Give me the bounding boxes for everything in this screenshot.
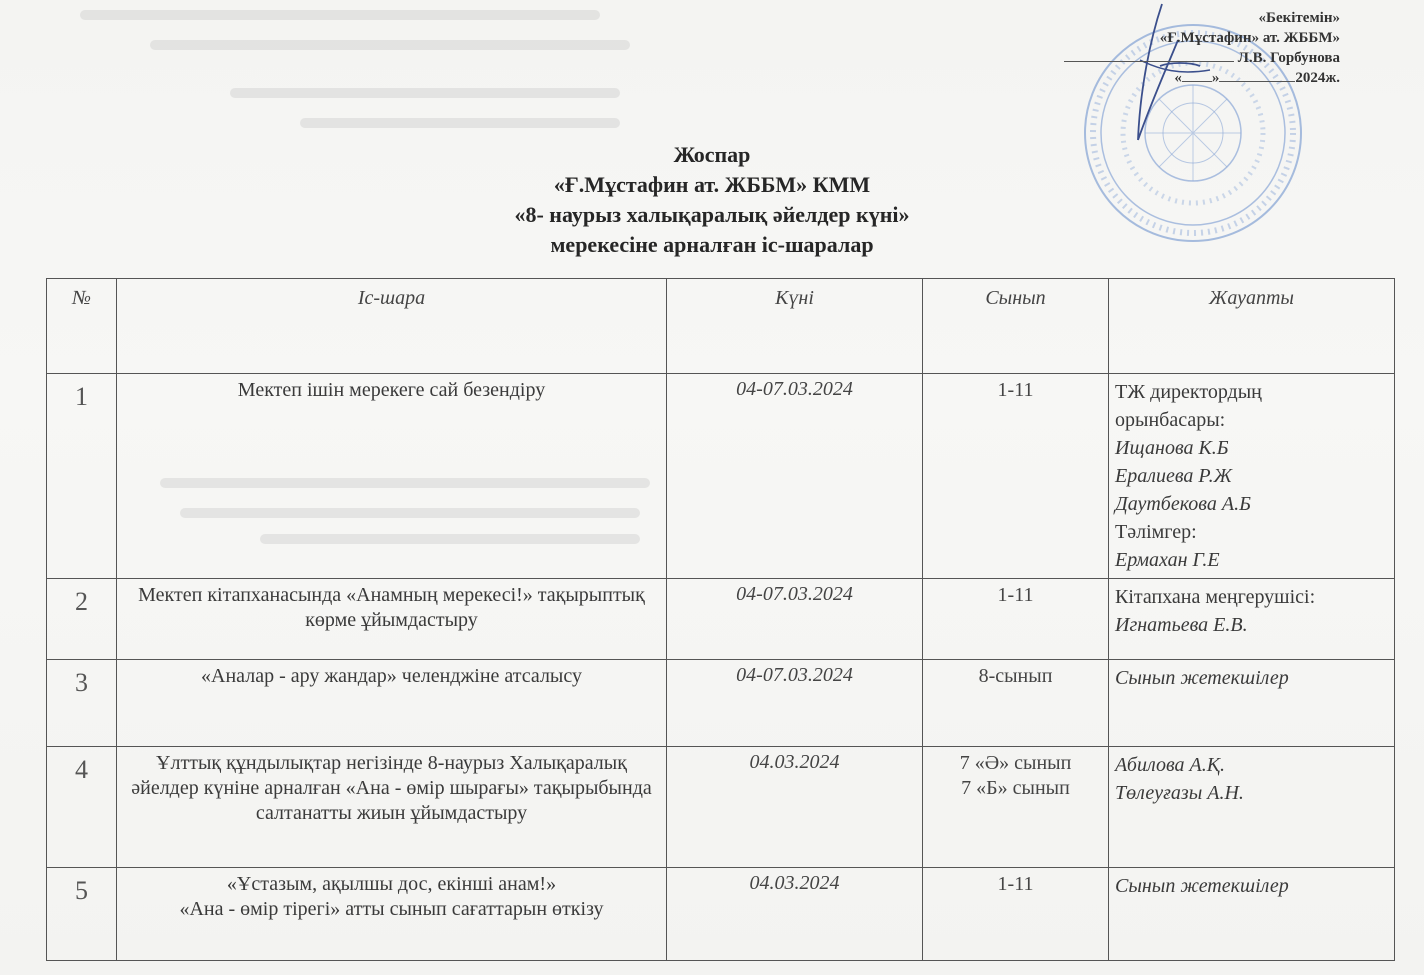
resp-line: Ермахан Г.Е xyxy=(1115,549,1220,571)
activity-line: «Ұстазым, ақылшы дос, екінші анам!» xyxy=(226,873,557,895)
row-date: 04-07.03.2024 xyxy=(667,660,923,747)
resp-line: Абилова А.Қ. xyxy=(1115,754,1225,776)
row-num: 5 xyxy=(47,868,117,961)
row-class: 1-11 xyxy=(923,868,1109,961)
row-responsible xyxy=(1109,579,1395,660)
date-open-quote: « xyxy=(1174,70,1182,86)
table-row xyxy=(47,747,1395,868)
header-num: № xyxy=(47,279,117,374)
page-title xyxy=(0,140,1424,260)
month-blank xyxy=(1219,81,1295,82)
approval-heading: «Бекітемін» xyxy=(1258,10,1340,26)
row-responsible xyxy=(1109,868,1395,961)
resp-line: Тәлімгер: xyxy=(1115,521,1197,543)
row-responsible xyxy=(1109,747,1395,868)
table-row xyxy=(47,660,1395,747)
row-date: 04-07.03.2024 xyxy=(667,374,923,579)
header-responsible: Жауапты xyxy=(1109,279,1395,374)
resp-line: Сынып жетекшілер xyxy=(1115,667,1289,689)
approval-block xyxy=(1064,8,1340,88)
row-num: 3 xyxy=(47,660,117,747)
table-row xyxy=(47,868,1395,961)
row-date: 04.03.2024 xyxy=(667,747,923,868)
director-name: Л.В. Горбунова xyxy=(1237,50,1340,66)
resp-line: Кітапхана меңгерушісі: xyxy=(1115,586,1316,608)
bleed-through xyxy=(230,88,620,98)
row-num: 1 xyxy=(47,374,117,579)
row-responsible xyxy=(1109,374,1395,579)
resp-line: Сынып жетекшілер xyxy=(1115,875,1289,897)
date-close-quote: » xyxy=(1211,70,1220,86)
class-line: 7 «Б» сынып xyxy=(961,777,1070,799)
signature-line xyxy=(1064,61,1234,62)
title-line-4: мерекесіне арналған іс-шаралар xyxy=(550,232,874,257)
row-activity: Мектеп ішін мерекеге сай безендіру xyxy=(117,374,667,579)
row-num: 4 xyxy=(47,747,117,868)
row-date: 04-07.03.2024 xyxy=(667,579,923,660)
title-line-1: Жоспар xyxy=(673,142,751,167)
activity-line: «Ана - өмір тірегі» атты сынып сағаттарын өткізу xyxy=(179,898,604,920)
resp-line: Игнатьева Е.В. xyxy=(1115,614,1248,636)
resp-line: орынбасары: xyxy=(1115,409,1226,431)
table-row xyxy=(47,579,1395,660)
events-table xyxy=(46,278,1395,961)
row-activity xyxy=(117,868,667,961)
row-num: 2 xyxy=(47,579,117,660)
title-line-2: «Ғ.Мұстафин ат. ЖББМ» КММ xyxy=(553,172,871,197)
bleed-through xyxy=(300,118,620,128)
table-header-row xyxy=(47,279,1395,374)
header-date: Күні xyxy=(667,279,923,374)
row-activity: Ұлттық құндылықтар негізінде 8-наурыз Халықаралық әйелдер күніне арналған «Ана - өмір шырағы» тақырыбында салтанатты жиын ұйымдастыру xyxy=(117,747,667,868)
row-class: 1-11 xyxy=(923,579,1109,660)
resp-line: Даутбекова А.Б xyxy=(1115,493,1251,515)
date-year: 2024ж. xyxy=(1295,70,1340,86)
title-line-3: «8- наурыз халықаралық әйелдер күні» xyxy=(514,202,910,227)
resp-line: Ищанова К.Б xyxy=(1115,437,1229,459)
resp-line: ТЖ директордың xyxy=(1115,381,1262,403)
table-row xyxy=(47,374,1395,579)
resp-line: Төлеуғазы А.Н. xyxy=(1115,782,1244,804)
header-activity: Іс-шара xyxy=(117,279,667,374)
row-date: 04.03.2024 xyxy=(667,868,923,961)
row-activity: Мектеп кітапханасында «Анамның мерекесі!» тақырыптық көрме ұйымдастыру xyxy=(117,579,667,660)
row-class xyxy=(923,747,1109,868)
approval-school: «Ғ.Мұстафин» ат. ЖББМ» xyxy=(1159,30,1340,46)
approval-date xyxy=(1064,68,1340,88)
row-responsible xyxy=(1109,660,1395,747)
approval-director xyxy=(1064,48,1340,68)
row-activity: «Аналар - ару жандар» челенджіне атсалысу xyxy=(117,660,667,747)
bleed-through xyxy=(150,40,630,50)
bleed-through xyxy=(80,10,600,20)
resp-line: Ералиева Р.Ж xyxy=(1115,465,1232,487)
day-blank xyxy=(1182,81,1212,82)
row-class: 8-сынып xyxy=(923,660,1109,747)
class-line: 7 «Ә» сынып xyxy=(959,752,1072,774)
header-class: Сынып xyxy=(923,279,1109,374)
row-class: 1-11 xyxy=(923,374,1109,579)
